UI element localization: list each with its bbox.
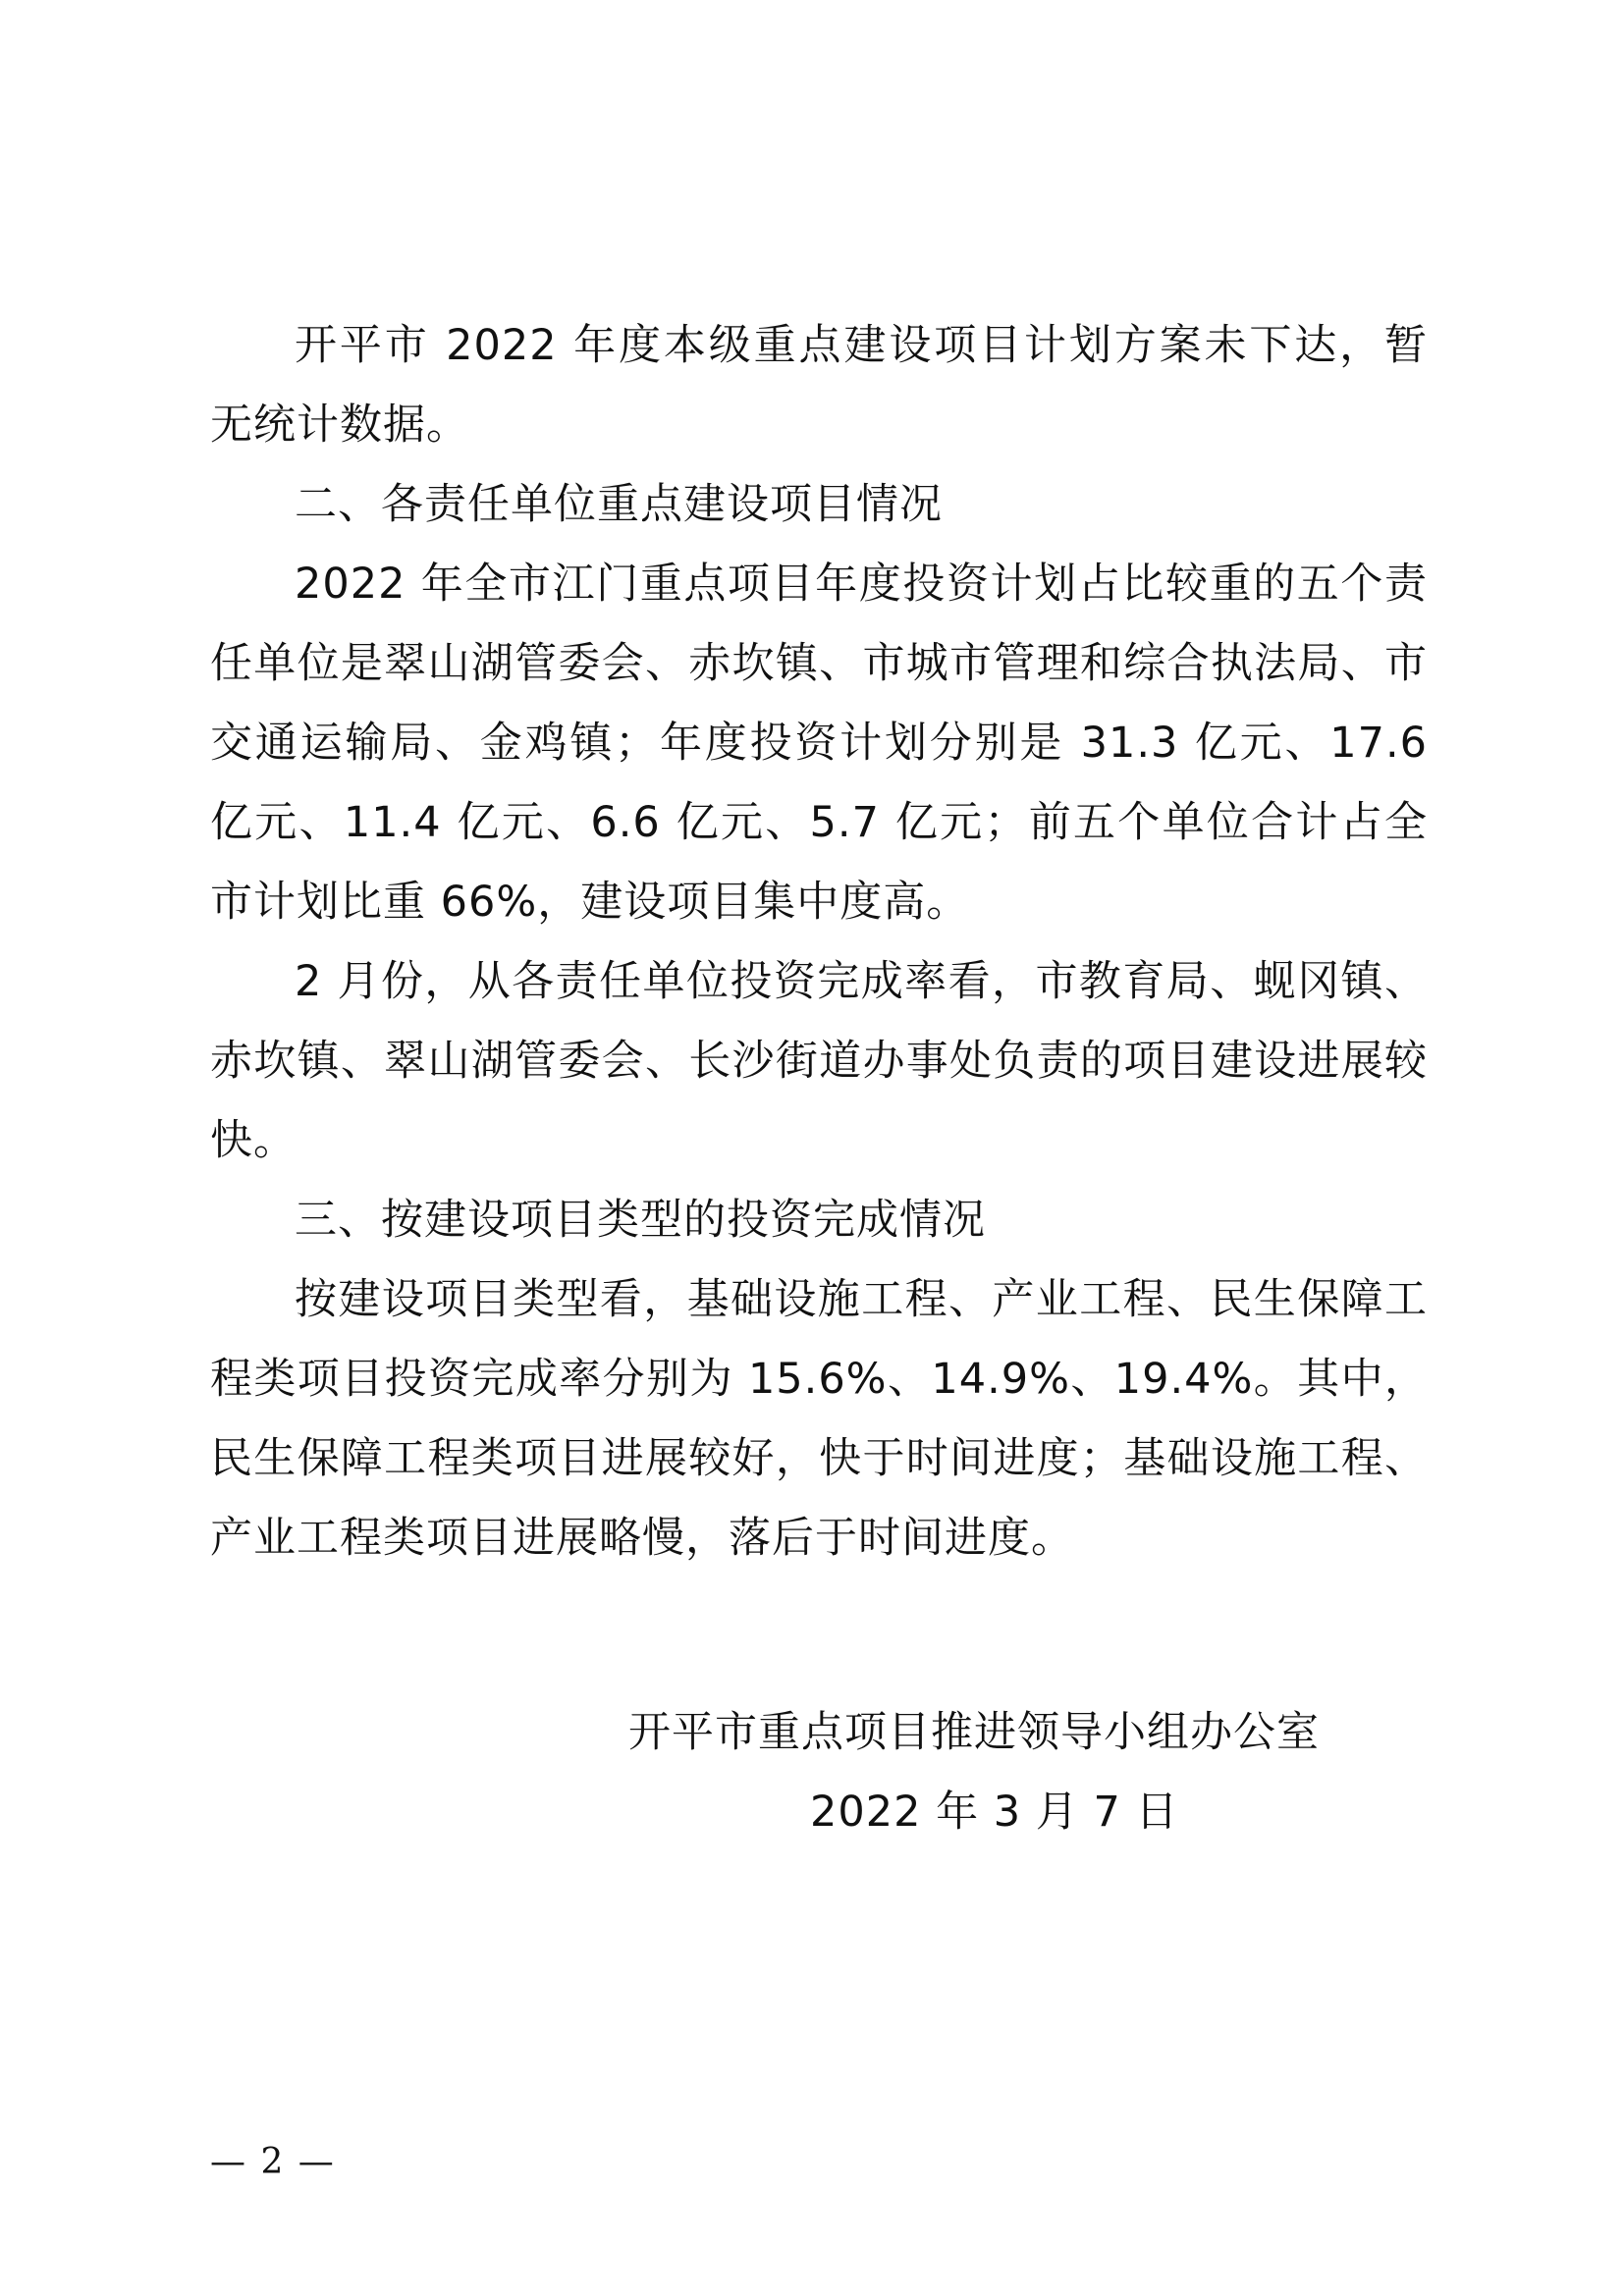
signature-organization: 开平市重点项目推进领导小组办公室 — [628, 1708, 1320, 1757]
paragraph-responsible-units: 2022 年全市江门重点项目年度投资计划占比较重的五个责任单位是翠山湖管委会、赤坎镇、市城市管理和综合执法局、市交通运输局、金鸡镇；年度投资计划分别是 31.3 亿元、17.6 亿元、11.4 亿元、6.6 亿元、5.7 亿元；前五个单位合计占全市计划比重 66%，建设项目集中度高。 — [210, 560, 1428, 927]
page-number: — 2 — — [210, 2142, 336, 2182]
signature-date: 2022 年 3 月 7 日 — [810, 1788, 1179, 1837]
section-heading-2: 二、各责任单位重点建设项目情况 — [295, 480, 943, 529]
section-heading-3: 三、按建设项目类型的投资完成情况 — [295, 1196, 986, 1245]
paragraph-statistics-note: 开平市 2022 年度本级重点建设项目计划方案未下达，暂无统计数据。 — [210, 321, 1428, 450]
paragraph-project-types: 按建设项目类型看，基础设施工程、产业工程、民生保障工程类项目投资完成率分别为 15.6%、14.9%、19.4%。其中，民生保障工程类项目进展较好，快于时间进度；基础设施工程、产业工程类项目进展略慢，落后于时间进度。 — [210, 1275, 1428, 1563]
paragraph-completion-rate: 2 月份，从各责任单位投资完成率看，市教育局、蚬冈镇、赤坎镇、翠山湖管委会、长沙街道办事处负责的项目建设进展较快。 — [210, 957, 1428, 1165]
document-body — [210, 306, 1428, 1578]
signature-block — [628, 1693, 1320, 1852]
